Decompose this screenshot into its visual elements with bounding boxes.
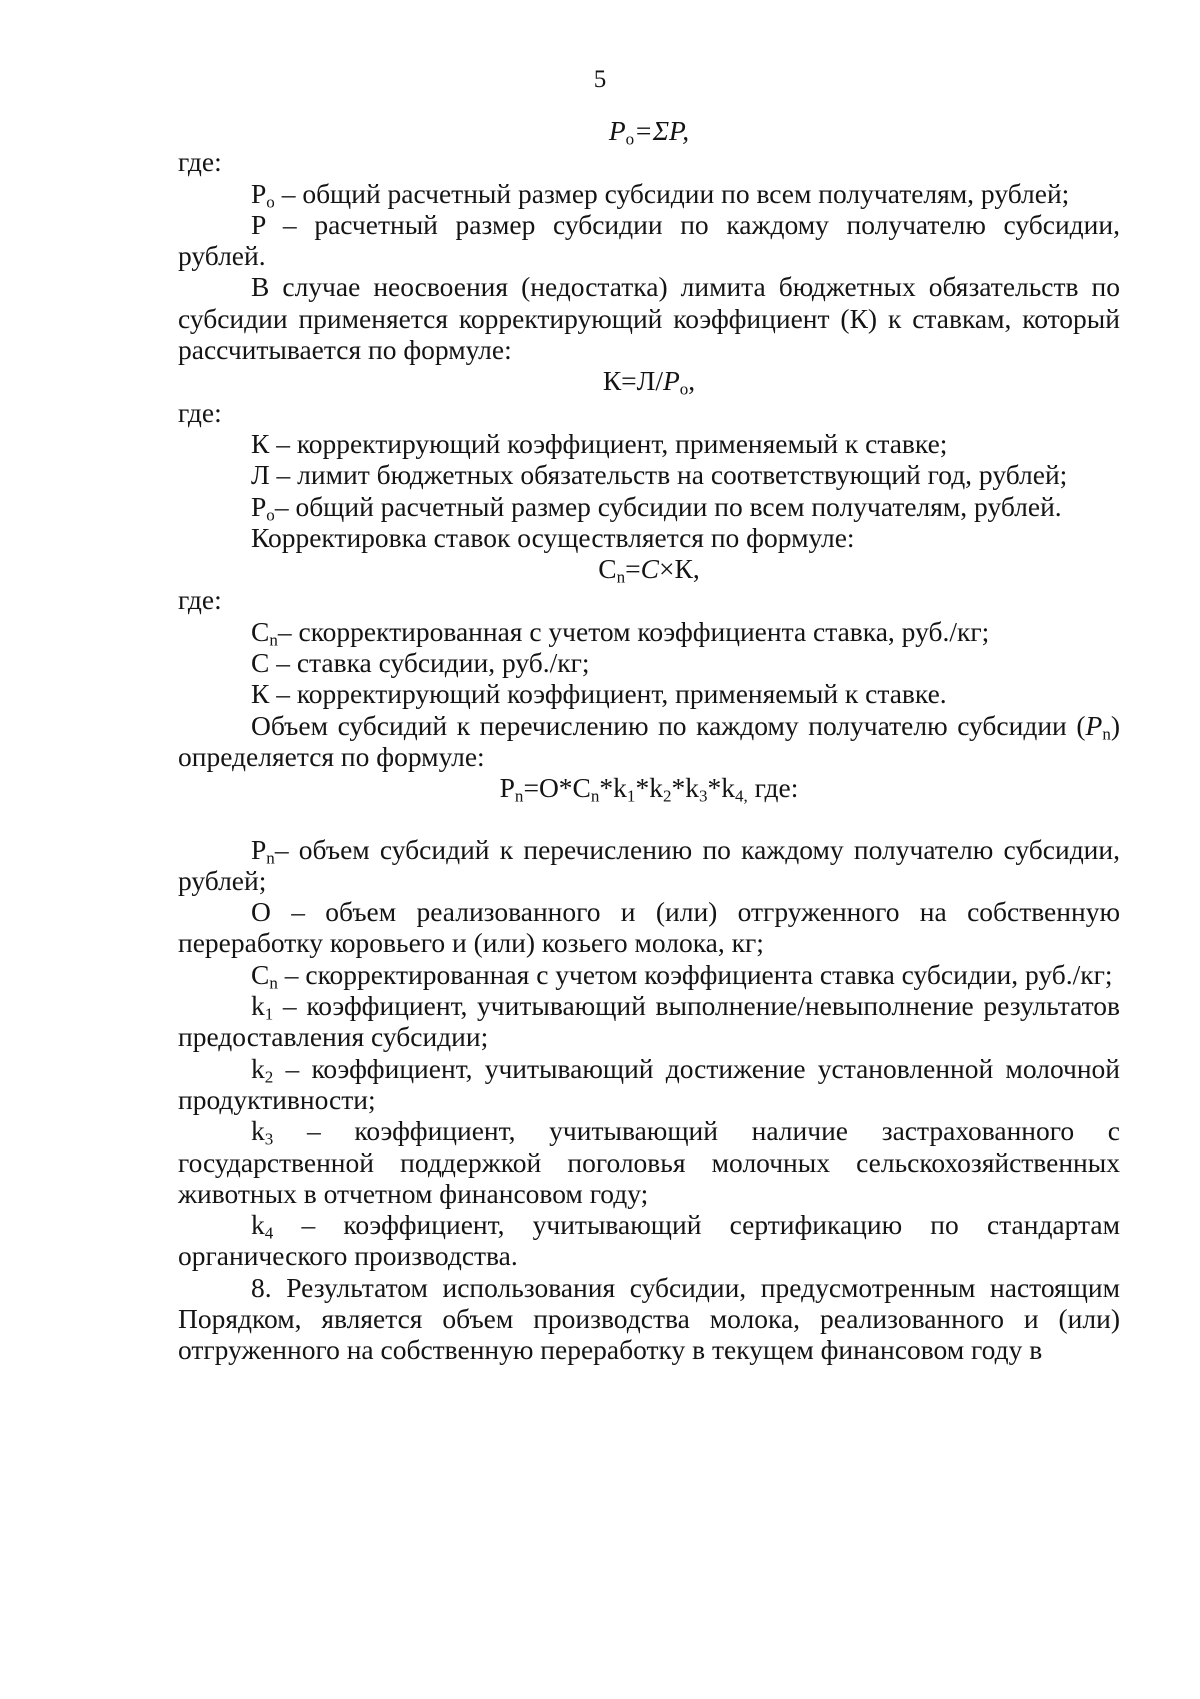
definition-k-2: К – корректирующий коэффициент, применяемый к ставке. (251, 678, 947, 710)
page-number: 5 (593, 66, 607, 93)
definition-k2: $k_2$ – коэффициент, учитывающий достижение установленной молочной продуктивности; (178, 1052, 1120, 1115)
formula-po-sum: $P_о=\Sigma P$, (608, 115, 690, 149)
definition-po-2: $P_о-$ общий расчетный размер субсидии по всем получателям, рублей. (251, 490, 1062, 524)
where-label: где: (178, 584, 222, 616)
formula-pn: $P_n=O*C_n*k_1*k_2*k_3*k_{4,}$ где: (499, 772, 799, 806)
definition-k3: $k_3$ – коэффициент, учитывающий наличие застрахованного с государственной поддержкой поголовья молочных сельскохозяйственных животных в отчетном финансовом году; (178, 1115, 1120, 1209)
paragraph-coefficient: В случае неосвоения (недостатка) лимита бюджетных обязательств по субсидии применяется корректирующий коэффициент (К) к ставкам, который рассчитывается по формуле: (178, 271, 1120, 366)
definition-cn: $C_n-$ скорректированная с учетом коэффициента ставка, руб./кг; (251, 615, 990, 649)
definition-k4: $k_4$ – коэффициент, учитывающий сертификацию по стандартам органического производства. (178, 1209, 1120, 1272)
definition-l: Л – лимит бюджетных обязательств на соответствующий год, рублей; (251, 459, 1068, 491)
definition-cn-2: $C_n$ – скорректированная с учетом коэффициента ставка субсидии, руб./кг; (251, 958, 1113, 992)
definition-p: P – расчетный размер субсидии по каждому получателю субсидии, рублей. (178, 208, 1120, 272)
paragraph-8-result: 8. Результатом использования субсидии, предусмотренным настоящим Порядком, является объем производства молока, реализованного и (или) отгруженного на собственную переработку в текущем финансовом году в (178, 1271, 1120, 1366)
definition-pn: $P_n-$ объем субсидий к перечислению по каждому получателю субсидии, рублей; (178, 833, 1120, 896)
definition-k: К – корректирующий коэффициент, применяемый к ставке; (251, 427, 948, 459)
page-content (178, 115, 1120, 1366)
paragraph-correction: Корректировка ставок осуществляется по формуле: (251, 521, 855, 553)
where-label: где: (178, 146, 222, 178)
definition-o: О – объем реализованного и (или) отгруженного на собственную переработку коровьего и (или) козьего молока, кг; (178, 896, 1120, 959)
where-label: где: (178, 396, 222, 428)
definition-c: С – ставка субсидии, руб./кг; (251, 647, 590, 679)
formula-cn: $C_n=C\times К$, (598, 553, 700, 587)
definition-po: $P_о$ – общий расчетный размер субсидии по всем получателям, рублей; (251, 177, 1070, 211)
definitions-pn (178, 834, 1120, 1366)
paragraph-transfer-volume: Объем субсидий к перечислению по каждому получателю субсидии $(P_n)$ определяется по формуле: (178, 709, 1120, 772)
formula-k: $К=Л/P_о$, (602, 365, 696, 399)
definition-k1: $k_1$ – коэффициент, учитывающий выполнение/невыполнение результатов предоставления субсидии; (178, 990, 1120, 1053)
